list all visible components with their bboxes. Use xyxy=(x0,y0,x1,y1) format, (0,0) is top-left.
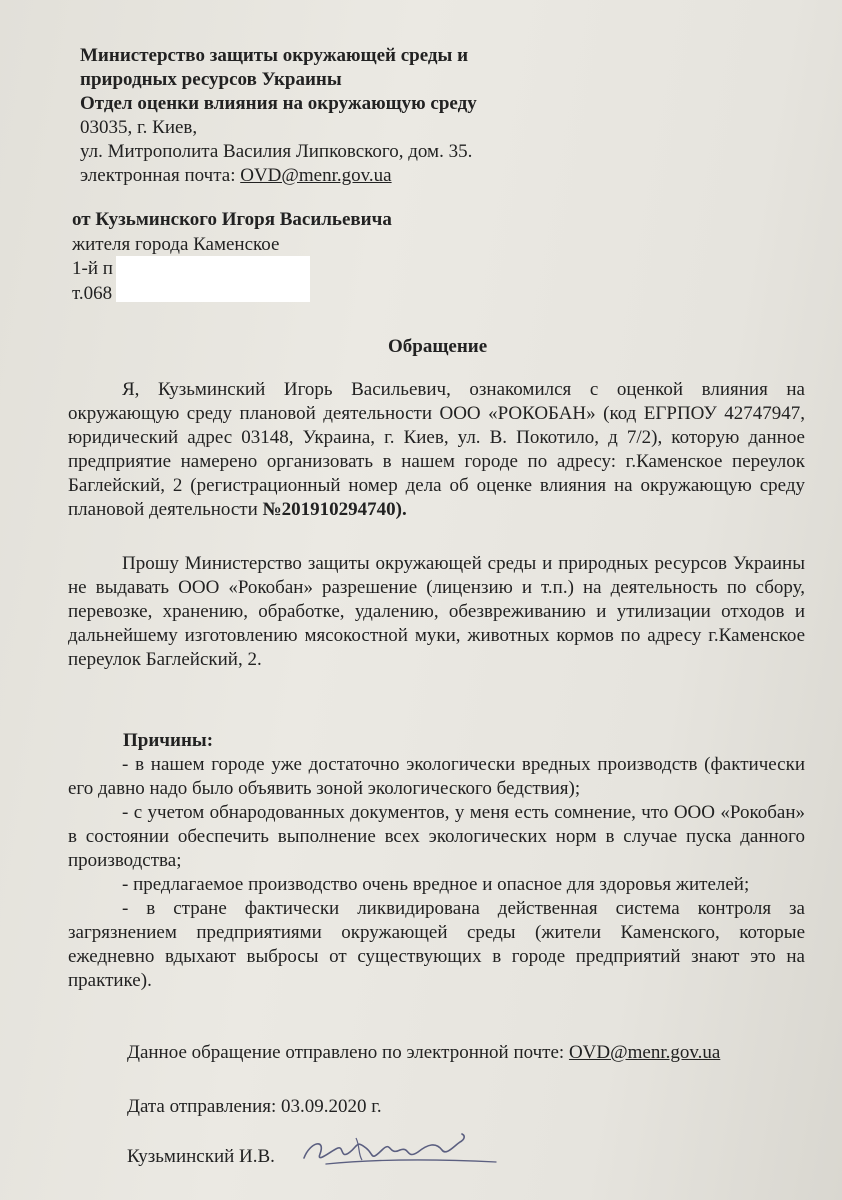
sender-residence: жителя города Каменское xyxy=(72,233,280,255)
paragraph-1 xyxy=(68,378,805,522)
sent-by-email-line xyxy=(127,1042,720,1064)
footer-email-link[interactable]: OVD@menr.gov.ua xyxy=(568,1042,721,1063)
recipient-address-2: ул. Митрополита Василия Липковского, дом. 35. xyxy=(80,141,473,162)
case-number: №201910294740). xyxy=(262,499,407,520)
email-label: электронная почта: xyxy=(80,165,241,186)
paragraph-1-text: Я, Кузьминский Игорь Васильевич, ознакомился с оценкой влияния на окружающую среду плановой деятельности ООО «РОКОБАН» (код ЕГРПОУ 42747947, юридический адрес 03148, Украина, г. Киев, ул. В. Покотило, д 7/2), которую данное предприятие намерено организовать в нашем городе по адресу: г.Каменское переулок Баглейский, 2 (регистрационный номер дела об оценке влияния на окружающую среду плановой деятельности xyxy=(68,379,805,520)
recipient-line-1: Министерство защиты окружающей среды и xyxy=(80,45,469,66)
sender-street: 1-й п xyxy=(72,258,113,279)
handwritten-signature xyxy=(296,1120,506,1180)
recipient-address-1: 03035, г. Киев, xyxy=(80,117,198,138)
sender-name: от Кузьминского Игоря Васильевича xyxy=(72,209,392,230)
reasons-list xyxy=(68,753,805,993)
signature-name: Кузьминский И.В. xyxy=(127,1146,275,1167)
reason-item: - в стране фактически ликвидирована действенная система контроля за загрязнением предприятиями окружающей среды (жители Каменского, которые ежедневно вдыхают выбросы от существующих в городе предприятий знают это на практике). xyxy=(68,898,805,991)
recipient-line-2: природных ресурсов Украины xyxy=(80,69,342,90)
redaction-box xyxy=(116,256,310,302)
recipient-line-3: Отдел оценки влияния на окружающую среду xyxy=(80,93,477,114)
send-date: Дата отправления: 03.09.2020 г. xyxy=(127,1096,382,1117)
reason-item: - с учетом обнародованных документов, у меня есть сомнение, что ООО «Рокобан» в состоянии обеспечить выполнение всех экологических норм в случае пуска данного производства; xyxy=(68,802,805,871)
reason-item: - предлагаемое производство очень вредное и опасное для здоровья жителей; xyxy=(122,874,750,895)
document-title: Обращение xyxy=(388,336,488,357)
reasons-title: Причины: xyxy=(123,730,214,751)
recipient-email-link[interactable]: OVD@menr.gov.ua xyxy=(240,165,392,186)
paragraph-2: Прошу Министерство защиты окружающей среды и природных ресурсов Украины не выдавать ООО «Рокобан» разрешение (лицензию и т.п.) на деятельность по сбору, перевозке, хранению, обработке, удалению, обезвреживанию и утилизации отходов и дальнейшему изготовлению мясокостной муки, животных кормов по адресу г.Каменское переулок Баглейский, 2. xyxy=(68,553,805,670)
sender-phone: т.068 xyxy=(72,282,113,304)
recipient-block xyxy=(80,44,477,188)
reason-item: - в нашем городе уже достаточно экологически вредных производств (фактически его давно надо было объявить зоной экологического бедствия); xyxy=(68,754,805,799)
recipient-email-line xyxy=(80,164,477,188)
sent-by-email-text: Данное обращение отправлено по электронной почте: xyxy=(127,1042,569,1063)
